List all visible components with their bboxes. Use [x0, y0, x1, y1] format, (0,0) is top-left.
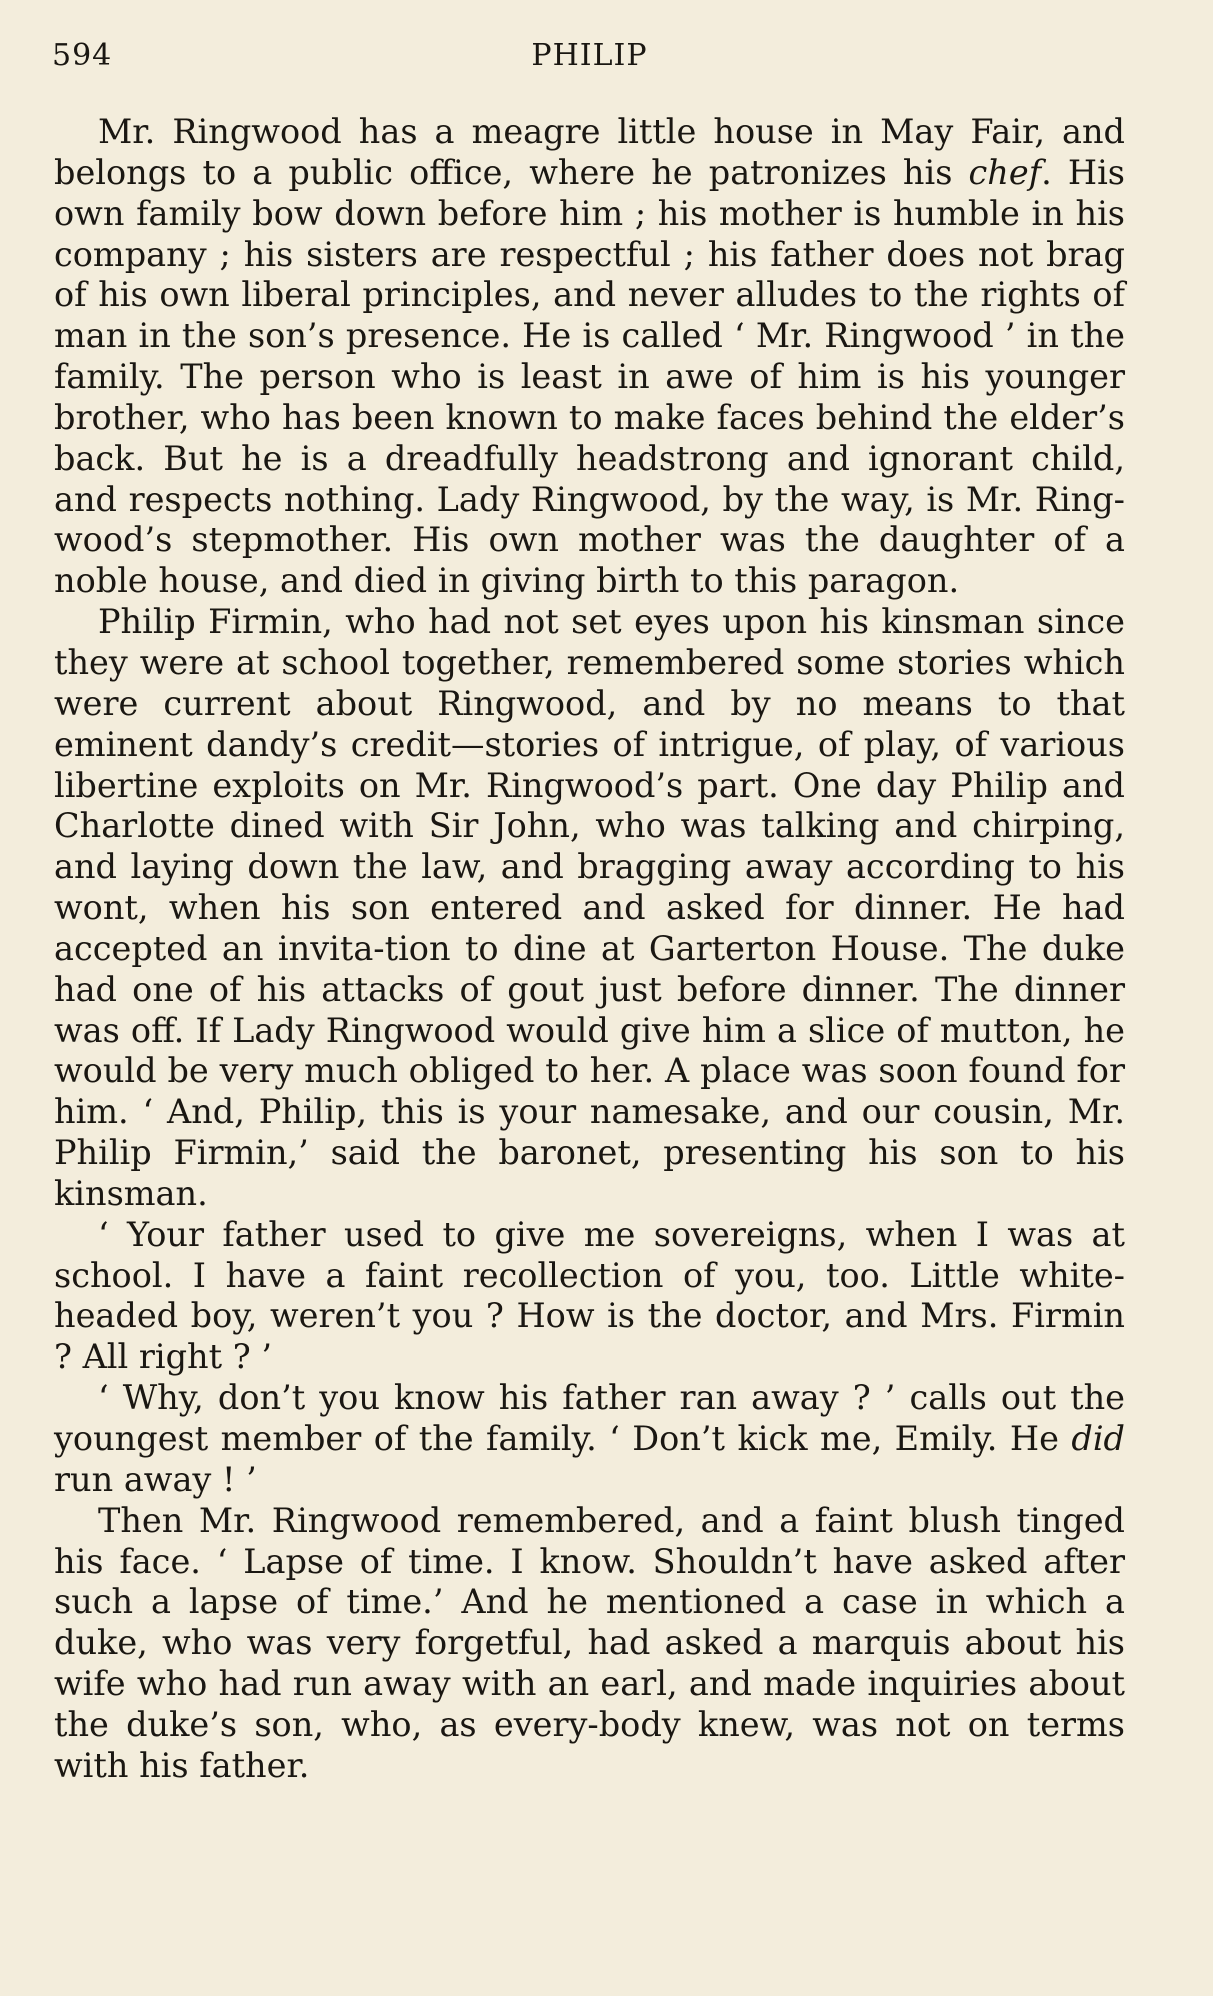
- paragraph-5: [54, 1501, 1125, 1787]
- paragraph-1: [54, 112, 1125, 602]
- running-head: [52, 38, 1127, 78]
- paragraph-2-text: Philip Firmin, who had not set eyes upon his kinsman since they were at school together, remembered some stories which were current about Ringwood, and by no means to that eminent dandy’s credit—stories of intrigue, of play, of various libertine exploits on Mr. Ringwood’s part. One day Philip and Charlotte dined with Sir John, who was talking and chirping, and laying down the law, and bragging away according to his wont, when his son entered and asked for dinner. He had accepted an invita-tion to dine at Garterton House. The duke had one of his attacks of gout just before dinner. The dinner was off. If Lady Ringwood would give him a slice of mutton, he would be very much obliged to her. A place was soon found for him. ‘ And, Philip, this is your namesake, and our cousin, Mr. Philip Firmin,’ said the baronet, presenting his son to his kinsman.: [54, 602, 1125, 1213]
- paragraph-1-text: Mr. Ringwood has a meagre little house in May Fair, and belongs to a public office, where he patronizes his: [54, 112, 1125, 192]
- paragraph-5-text: Then Mr. Ringwood remembered, and a faint blush tinged his face. ‘ Lapse of time. I know. Shouldn’t have asked after such a lapse of time.’ And he mentioned a case in which a duke, who was very forgetful, had asked a marquis about his wife who had run away with an earl, and made inquiries about the duke’s son, who, as every-body knew, was not on terms with his father.: [54, 1500, 1125, 1785]
- page-number: 594: [52, 38, 113, 73]
- paragraph-4-italic-did: did: [1071, 1419, 1125, 1458]
- running-title: PHILIP: [531, 38, 648, 73]
- paragraph-4-text-cont: run away ! ’: [54, 1459, 257, 1499]
- paragraph-4-text: ‘ Why, don’t you know his father ran away ? ’ calls out the youngest member of the family. ‘ Don’t kick me, Emily. He: [54, 1378, 1125, 1458]
- paragraph-3: [54, 1215, 1125, 1378]
- paragraph-3-text: ‘ Your father used to give me sovereigns, when I was at school. I have a faint recollection of you, too. Little white-headed boy, weren’t you ? How is the doctor, and Mrs. Firmin ? All right ? ’: [54, 1214, 1125, 1377]
- paragraph-1-italic-chef: chef: [968, 152, 1042, 192]
- body-text: [54, 112, 1125, 1787]
- paragraph-4: [54, 1378, 1125, 1501]
- paragraph-2: [54, 602, 1125, 1215]
- paragraph-1-text-cont: . His own family bow down before him ; his mother is humble in his company ; his sisters are respectful ; his father does not brag of his own liberal principles, and never alludes to the rights of man in the son’s presence. He is called ‘ Mr. Ringwood ’ in the family. The person who is least in awe of him is his younger brother, who has been known to make faces behind the elder’s back. But he is a dreadfully headstrong and ignorant child, and respects nothing. Lady Ringwood, by the way, is Mr. Ring-wood’s stepmother. His own mother was the daughter of a noble house, and died in giving birth to this paragon.: [54, 152, 1125, 601]
